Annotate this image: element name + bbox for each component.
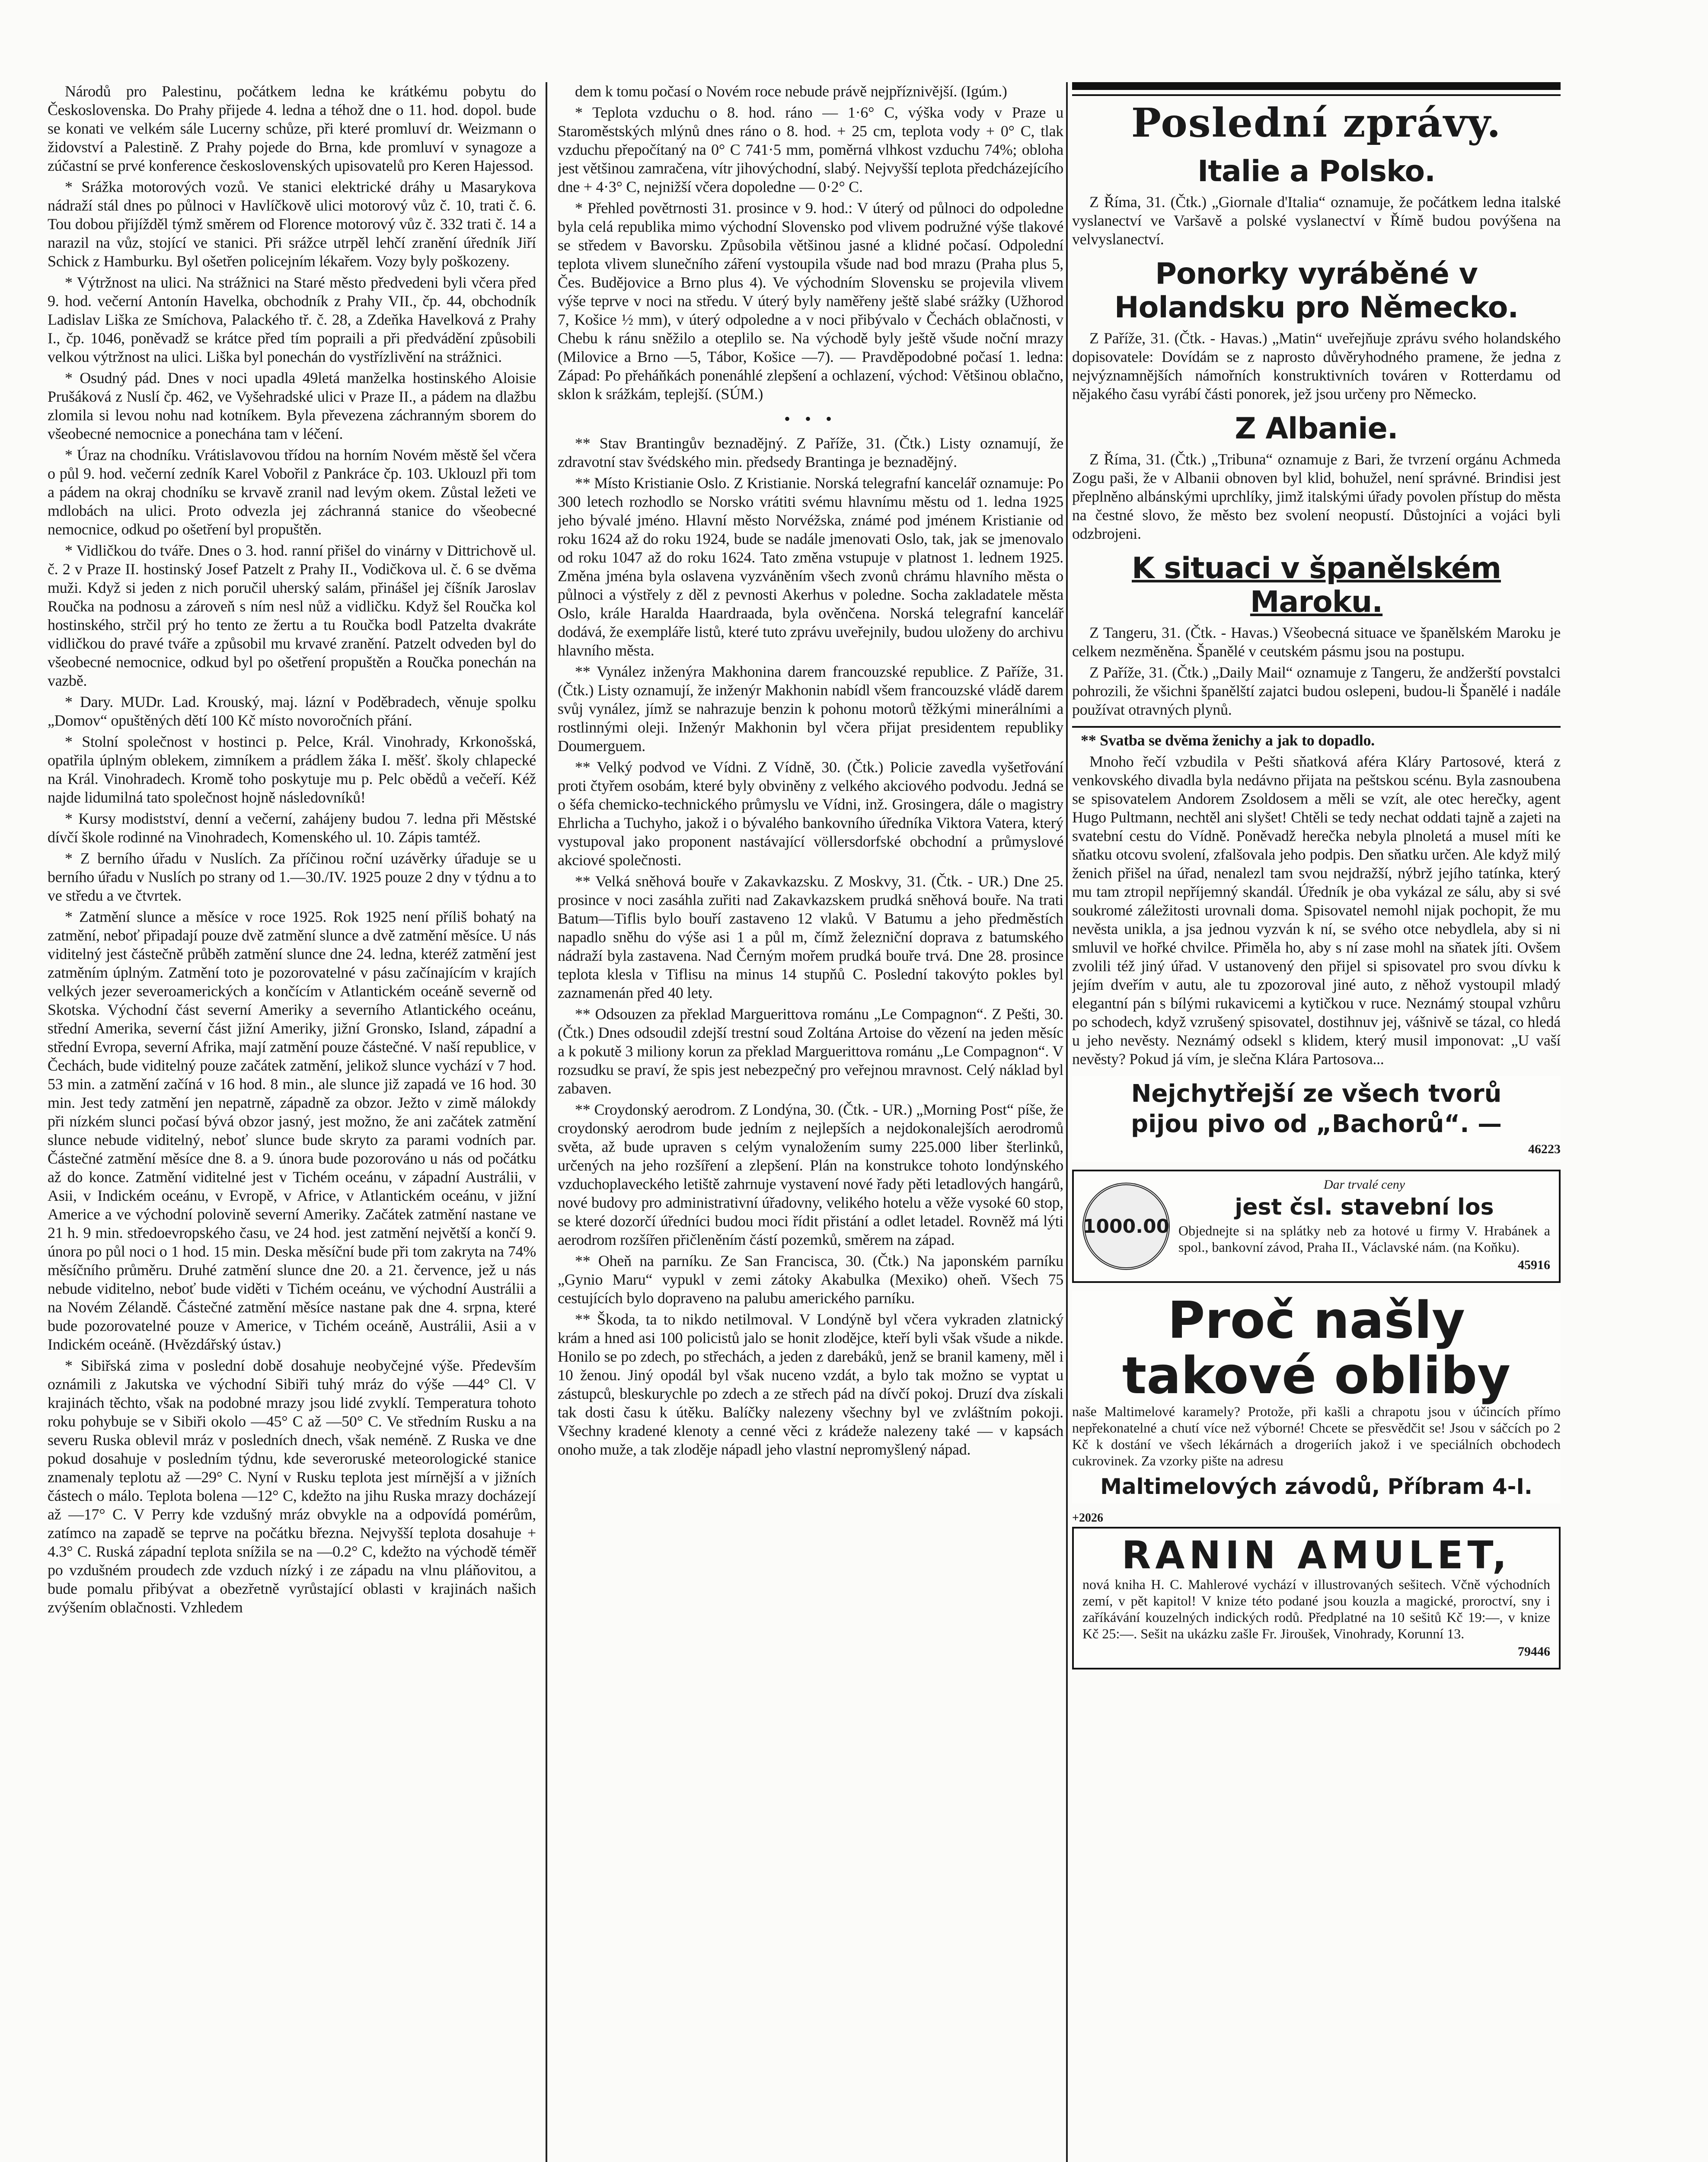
- ad-title: takové obliby: [1122, 1346, 1511, 1405]
- news-paragraph: * Dary. MUDr. Lad. Krouský, maj. lázní v Poděbradech, věnuje spolku „Domov“ opuštěných dětí 100 Kč místo novoročních přání.: [48, 693, 536, 729]
- column-middle: [558, 82, 1063, 2162]
- separator-dots: • • •: [784, 409, 837, 429]
- news-text: Z Paříže, 31. (Čtk. - Havas.) „Matin“ uveřejňuje zprávu svého holandského dopisovatele: Dovídám se z naprosto důvěryhodného pramene, že jedna z nejvýznamnějších námořních konstruktivních továren v Rotterdamu od nějakého času vyrábí části ponorek, jež jsou určeny pro Německo.: [1072, 329, 1561, 403]
- heading-rule: [1072, 94, 1561, 96]
- news-text: Z Říma, 31. (Čtk.) „Tribuna“ oznamuje z Bari, že tvrzení orgánu Achmeda Zogu paši, že v Albanii obnoven byl klid, bohužel, není správné. Brindisi jest přeplněno albánskými uprchlíky, jimž italskými úřady povolen přístup do města na čestné slovo, že město bez svolení neopustí. Důstojníci a vojáci byli odzbrojeni.: [1072, 451, 1561, 542]
- ad-text: nová kniha H. C. Mahlerové vychází v illustrovaných sešitech. Včně východních zemí, v pět kapitol! V knize této podané jsou kouzla a magické, proroctví, sny i zaříkávání kouzelných indických rodů. Předplatné na 10 sešitů Kč 19:—, v knize Kč 25:—. Sešit na ukázku zašle Fr. Jiroušek, Vinohrady, Korunní 13.: [1082, 1577, 1550, 1641]
- ad-number: 46223: [1528, 1142, 1561, 1156]
- ad-maltimel: [1072, 1291, 1561, 1503]
- news-paragraph: ** Stav Brantingův beznadějný. Z Paříže, 31. (Čtk.) Listy oznamují, že zdravotní stav švédského min. předsedy Brantinga je beznadějný.: [558, 435, 1063, 470]
- column-left: [48, 82, 536, 2162]
- section-heading: Poslední zprávy.: [1131, 99, 1502, 146]
- news-paragraph: dem k tomu počasí o Novém roce nebude právě nejpříznivější. (Igúm.): [575, 83, 1007, 100]
- news-title: K situaci v španělském Maroku.: [1132, 551, 1501, 619]
- news-paragraph: * Výtržnost na ulici. Na strážnici na Staré město předvedeni byli včera před 9. hod. večerní Antonín Havelka, obchodník z Prahy VII., čp. 44, obchodník Ladislav Liška ze Smíchova, Palackého tř. č. 28, a Zdeňka Havelková z Prahy I., čp. 1046, poněvadž se krátce před tím popraili a při předvádění způsobili velkou výtržnost na ulici. Liška byl ponechán do vystřízlivění na strážnici.: [48, 274, 536, 365]
- news-paragraph: * Teplota vzduchu o 8. hod. ráno — 1·6° C, výška vody v Praze u Staroměstských mlýnů dnes ráno o 8. hod. + 25 cm, teplota vody + 0° C, tlak vzduchu přepočítaný na 0° C 741·5 mm, poměrná vlhkost vzduchu 74%; obloha jest většinou zamračena, vítr jihovýchodní, slabý. Nejvyšší teplota předcházejícího dne + 4·3° C, nejnižší včera dopoledne — 0·2° C.: [558, 104, 1063, 195]
- ad-stavebni-los: [1072, 1170, 1561, 1283]
- news-paragraph: * Srážka motorových vozů. Ve stanici elektrické dráhy u Masarykova nádraží stál dnes po půlnoci v Havlíčkově ulici motorový vůz č. 10, trati č. 6. Tou dobou přijížděl týmž směrem od Florence motorový vůz č. 332 trati č. 14 a narazil na vůz, stojící ve stanici. Při srážce utrpěl lehčí zranění úředník Jiří Schick z Hamburku. Byl ošetřen policejním lékařem. Vozy byly poškozeny.: [48, 178, 536, 270]
- news-title: Ponorky vyráběné v Holandsku pro Německo.: [1114, 257, 1519, 325]
- story-title: ** Svatba se dvěma ženichy a jak to dopadlo.: [1081, 732, 1375, 749]
- ad-title: Proč našly: [1167, 1290, 1465, 1350]
- ad-line: pijou pivo od „Bachorů“. —: [1131, 1110, 1502, 1138]
- news-paragraph: * Sibiřská zima v poslední době dosahuje neobyčejné výše. Především oznámili z Jakutska ve východní Sibiři tuhý mráz do výše —44° Cl. V krajinách těchto, však na podobné mrazy jsou lidé zvyklí. Temperatura tohoto roku pohybuje se v Sibiři okolo —45° C až —50° C. Ve středním Rusku a na severu Ruska oblevil mráz v posledních dnech, však neméně. Z Ruska ve dne pokud dosahuje v posledním týdnu, kde severoruské meteorologické stanice znamenaly teplotu až —29° C. Nyní v Rusku teplota jest mírnější a v jižních částech o málo. Teplota bolena —12° C, kdežto na jihu Ruska mrazy docházejí až —17° C. V Perry kde vzdušný mráz obvykle na a odpovídá pomérům, zatímco na zapadě se teprve na počátku března. Nejvyšší teplota dosahuje + 4.3° C. Ruská západní teplota snížila se na —0.2° C, kdežto na východě téměř po vzdušném proudech zde vzduch nízký i ze západu na vlnu pláňovitou, a bude pomalu přibývat a obezřetně vyrůstající oblasti v krajinách našich zvýšením oblačnosti. Vzhledem: [48, 1357, 536, 1616]
- ad-ranin-amulet: [1072, 1527, 1561, 1669]
- ad-title: jest čsl. stavební los: [1235, 1194, 1494, 1220]
- ad-number: 45916: [1518, 1258, 1550, 1272]
- news-paragraph: * Stolní společnost v hostinci p. Pelce, Král. Vinohrady, Krkonošská, opatřila úplným oblekem, zimníkem a prádlem žáka I. měšť. školy chlapecké na Král. Vinohradech. Kromě toho poskytuje mu p. Pelc obědů a večeří. Kéž najde lidumilná tato společnost hojně následovníků!: [48, 733, 536, 806]
- ad-small-line: Dar trvalé ceny: [1323, 1177, 1405, 1192]
- ad-text: naše Maltimelové karamely? Protože, při kašli a chrapotu jsou v účincích přímo nepřekonatelné a chutí více než výborné! Chcete se přesvědčit se! Jsou v sáčcích po 2 Kč k dostání ve všech lékárnách a drogeriích jakož i ve speciálních obchodech cukrovinek. Za vzorky pište na adresu: [1072, 1404, 1561, 1468]
- ad-text: Objednejte si na splátky neb za hotové u firmy V. Hrabánek a spol., bankovní závod, Praha II., Václavské nám. (na Koňku).: [1178, 1223, 1550, 1255]
- news-paragraph: ** Odsouzen za překlad Marguerittova románu „Le Compagnon“. Z Pešti, 30. (Čtk.) Dnes odsoudil zdejší trestní soud Zoltána Artoise do vězení na jeden měsíc a k pokutě 3 miliony korun za překlad Marguerittova románu „Le Compagnon“. V rozsudku se praví, že spis jest nebezpečný pro veřejnou mravnost. Celý náklad byl zabaven.: [558, 1005, 1063, 1097]
- news-paragraph: * Osudný pád. Dnes v noci upadla 49letá manželka hostinského Aloisie Prušáková z Nuslí čp. 462, ve Vyšehradské ulici v Praze II., a pádem na dlažbu zlomila si levou nohu nad kotníkem. Byla převezena záchranným sborem do všeobecné nemocnice a ponechána tam v léčení.: [48, 369, 536, 442]
- news-paragraph: * Zatmění slunce a měsíce v roce 1925. Rok 1925 není příliš bohatý na zatmění, neboť připadají pouze dvě zatmění slunce a dvě zatmění měsíce. U nás viditelný jest částečně průběh zatmění slunce dne 24. ledna, kteréž zatmění jest zatměním úplným. Zatmění toto je pozorovatelné v pásu začínajícím v krajích velkých jezer severoamerických a končícím v Atlantickém oceáně severně od Skotska. Východní část severní Ameriky a severního Atlantického oceánu, střední Amerika, severní část jižní Ameriky, jižní Gronsko, Island, západní a střední Evropa, severní Afrika, mají zatmění pouze částečné. V naší republice, v Čechách, bude viditelný pouze začátek zatmění, jelikož slunce vychází v 7 hod. 53 min. a zatmění začíná v 16 hod. 8 min., ale slunce již zapadá ve 16 hod. 30 min. Jest tedy zatmění jen nepatrně, západně za obzor. Ježto v zimě málokdy při nízkém slunci počasí bývá obzor jasný, jest možno, že ani začátek zatmění slunce nebude viditelný, neboť slunce bude skryto za parami vodních par. Částečné zatmění měsíce dne 8. a 9. února bude pozorováno u nás od počátku až do konce. Zatmění viditelné jest v Tichém oceánu, v západní Austrálii, v Asii, v Indickém oceánu, v Evropě, v Africe, v Atlantickém oceánu, v jižní Americe a ve východní polovině severní Ameriky. Začátek zatmění nastane ve 21 h. 9 min. středoevropského času, ve 24 hod. jest zatmění největší a končí 9. února po půl noci o 1 hod. 15 min. Deska měsíční bude při tom zakryta na 74% měsíčního průměru. Druhé zatmění slunce dne 20. a 21. července, jež u nás nebude viditelno, neboť bude viděti v Tichém oceánu, ve východní Austrálii a na Novém Zélandě. Částečné zatmění měsíce nastane pak dne 4. srpna, které bude pozorovatelné pouze v Americe, v Tichém oceáně, Austrálii, Asii a v Indickém oceáně. (Hvězdářský ústav.): [48, 908, 536, 1353]
- ad-bachor: [1072, 1076, 1561, 1162]
- news-paragraph: ** Velká sněhová bouře v Zakavkazsku. Z Moskvy, 31. (Čtk. - UR.) Dne 25. prosince v noci zasáhla zuřiti nad Zakavkazskem prudká sněhová bouře. Na trati Batum—Tiflis bylo bouří zastaveno 12 vlaků. V Batumu a jeho předměstích napadlo sněhu do výše asi 1 a půl m, čímž železniční doprava z batumského nádraží byla zastavena. Nad Černým mořem prudká bouře trvá. Dne 28. prosince teplota klesla v Tiflisu na minus 14 stupňů C. Poslední takovýto pokles byl zaznamenán před 40 lety.: [558, 873, 1063, 1001]
- ad-title: RANIN AMULET,: [1121, 1533, 1511, 1577]
- news-text: Z Tangeru, 31. (Čtk. - Havas.) Všeobecná situace ve španělském Maroku je celkem nezměněna. Španělé v ceutském pásmu jsou na postupu.: [1072, 624, 1561, 660]
- news-paragraph: ** Vynález inženýra Makhonina darem francouzské republice. Z Paříže, 31. (Čtk.) Listy oznamují, že inženýr Makhonin nabídl všem francouzské vládě darem svůj vynález, jímž se nahrazuje benzin k pohonu motorů těžkými minerálními a rostlinnými oleji. Inženýr Makhonin byl včera přijat presidentem republiky Doumerguem.: [558, 663, 1063, 755]
- column-right: [1072, 82, 1561, 2162]
- news-paragraph: ** Velký podvod ve Vídni. Z Vídně, 30. (Čtk.) Policie zavedla vyšetřování proti čtyřem osobám, které byly obviněny z velkého akciového podvodu. Jedná se o šéfa chemicko-technického průmyslu ve Vídni, inž. Grosingera, dále o magistry Ehrlicha a Tuchyho, jakož i o bývalého bankovního úředníka Viktora Vatera, který vystupoval jako proponent nastávající völlersdorfské obchodní a průmyslové akciové společnosti.: [558, 758, 1063, 869]
- news-paragraph: ** Croydonský aerodrom. Z Londýna, 30. (Čtk. - UR.) „Morning Post“ píše, že croydonský aerodrom bude jedním z nejlepších a nejdokonalejších aerodromů světa, až bude upraven s celým vynaložením sumy 225.000 liber šterlinků, určených na jeho rozšíření a zlepšení. Plán na konstrukce tohoto londýnského vzduchoplaveckého letiště zahrnuje vystavení nové řady pěti letadlových hangárů, nové budovy pro administrativní úřadovny, velikého hotelu a věže vysoké 60 stop, se které dozorčí úředníci budou moci řídit přistání a odlet letadel. Rovněž má lýti aerodrom rozšířen přičleněním částí pozemků, směrem na západ.: [558, 1101, 1063, 1248]
- news-paragraph: ** Místo Kristianie Oslo. Z Kristianie. Norská telegrafní kancelář oznamuje: Po 300 letech rozhodlo se Norsko vrátiti svému hlavnímu městu od 1. ledna 1925 jeho bývalé jméno. Hlavní město Norvéžska, známé pod jménem Kristianie od roku 1624 až do roku 1924, bude se nadále jmenovati Oslo, tak, jak se jmenovalo od roku 1047 až do roku 1624. Tato změna vstupuje v platnost 1. lednem 1925. Změna jména byla oslavena vyzváněním všech zvonů chrámu hlavního města o půlnoci a výstřely z děl z pevnosti Akerhus v poledne. Socha zakladatele města Oslo, krále Haralda Haardraada, byla ověnčena. Norská telegrafní kancelář dodává, že exempláře listů, které tuto zprávu uveřejnily, budou uloženy do archivu hlavního města.: [558, 474, 1063, 659]
- news-title: Italie a Polsko.: [1197, 154, 1435, 189]
- news-paragraph: * Vidličkou do tváře. Dnes o 3. hod. ranní přišel do vinárny v Dittrichově ul. č. 2 v Praze II. hostinský Josef Patzelt z Prahy II., Vodičkova ul. č. 6 se dvěma muži. Když si jeden z nich poručil uherský salám, přinášel jej číšník Jaroslav Roučka na podnosu a zároveň s ním nesl nůž a vidličku. Když šel Roučka kol hostinského, strčil prý ho tento ze žertu a tu Roučka bodl Patzelta dvakráte vidličkou do pravé tváře a způsobil mu krvavé zranění. Patzelt odveden byl do všeobecné nemocnice, odkud byl po ošetření propuštěn a Roučka ponechán na vazbě.: [48, 542, 536, 689]
- news-paragraph: * Z berního úřadu v Nuslích. Za příčinou roční uzávěrky úřaduje se u berního úřadu v Nuslích po strany od 1.—30./IV. 1925 pouze 2 dny v týdnu a to ve středu a ve čtvrtek.: [48, 850, 536, 904]
- heading-rule: [1072, 82, 1561, 90]
- news-text: Z Paříže, 31. (Čtk.) „Daily Mail“ oznamuje z Tangeru, že andžerští povstalci pohrozili, že všichni španělští zajatci budou oslepeni, budou-li Španělé i nadále používat otravných plynů.: [1072, 664, 1561, 718]
- news-paragraph: * Přehled povětrnosti 31. prosince v 9. hod.: V úterý od půlnoci do odpoledne byla celá republika mimo východní Slovensko pod vlivem podružné výše tlakové se středem v Bavorsku. Způsobila většinou jasné a klidné počasí. Odpolední teplota vlivem slunečního záření vystoupila všude nad bod mrazu (Praha plus 5, Čes. Budějovice a Brno plus 4). Ve východním Slovensku se projevila vlivem výše teprve v noci na středu. V úterý byly naměřeny ještě slabé srážky (Užhorod 7, Košice ½ mm), v úterý odpoledne a v noci přibývalo v Čechách oblačnosti, v Chebu k ránu sněžilo a oteplilo se. Na východě byly ještě všude noční mrazy (Milovice a Brno —5, Tábor, Košice —7). — Pravděpodobné počasí 1. ledna: Západ: Po přeháňkách ponenáhlé zlepšení a ochlazení, východ: Většinou oblačno, sklon k srážkám, teplejší. (SÚM.): [558, 199, 1063, 403]
- story-text: Mnoho řečí vzbudila v Pešti sňatková aféra Kláry Partosové, která z venkovského divadla byla nedávno přijata na peštskou scénu. Byla zasnoubena se spisovatelem Andorem Zsoldosem a měli se vzít, ale otec herečky, agent Hugo Pultmann, nechtěl ani slyšet! Chtěli se tedy nechat oddati tajně a zajeti na svatební cestu do Vídně. Poněvadž herečka nebyla plnoletá a musel míti ke sňatku otcovu svolení, zfalšovala jeho podpis. Den sňatku určen. Ale když milý ženich přišel na úřad, nenalezl tam svou nejdražší, nýbrž jejího tatínka, který mu tam ztropil nepříjemný skandál. Úředník je oba vykázal ze sálu, aby si své soukromé záležitosti urovnali doma. Spisovatel nemohl nijak pochopit, že mu nevěsta unikla, a jsa jednou vyzván k ní, se svého otce nebydlela, aby si ni smluvil ve hořké chvilce. Přiměla ho, aby s ní zase mohl na sňatek jíti. Ovšem zvolili též jiný úřad. V ustanovený den přijel si spisovatel pro svou dívku k jejím dveřím v autu, ale tu zpozoroval jiné auto, z něhož vystoupil mladý elegantní pán s bílými rukavicemi a kytičkou v ruce. Neznámý stoupal vzhůru po schodech, když vzrušený spisovatel, dostihnuv jej, vášnivě se tázal, co hledá u jeho nevěsty. Neznámý odsekl s klidem, který musil imponovat: „U vaší nevěsty? Pokud já vím, je slečna Klára Partosova...: [1072, 753, 1561, 1068]
- news-title: Z Albanie.: [1235, 412, 1398, 446]
- coin-icon: 1000.00: [1082, 1183, 1170, 1270]
- news-paragraph: Národů pro Palestinu, počátkem ledna ke krátkému pobytu do Československa. Do Prahy přijede 4. ledna a téhož dne o 11. hod. dopol. bude se konati ve velkém sále Lucerny schůze, při které promluví dr. Weizmann o židovství a Palestině. Z Prahy pojede do Brna, kde promluví v synagoze a zúčastní se prvé konference československých upisovatelů pro Keren Hajessod.: [48, 83, 536, 174]
- news-paragraph: ** Škoda, ta to nikdo netilmoval. V Londýně byl včera vykraden zlatnický krám a hned asi 100 policistů jalo se honit zlodějce, kteří byli však všude a nikde. Honilo se po zdech, po střechách, a jeden z darebáků, jenž se branil kameny, měl i 10 ženou. Jiný opodál byl však nuceno vzdát, a bylo tak možno se vyptat u zástupců, bleskurychle po zdech a ze střech pád na dívčí pokoj. Druzí dva získali tak dosti času k útěku. Balíčky nalezeny všechny byl ve zvláštním pokoji. Všechny kradené klenoty a cenné věci z krádeže nalezeny také — v kapsách onoho muže, a tak zloděje nápadl jeho vlastní nepromyšlený nápad.: [558, 1311, 1063, 1458]
- column-divider: [546, 82, 547, 2162]
- section-rule: [1072, 726, 1561, 728]
- news-paragraph: ** Oheň na parníku. Ze San Francisca, 30. (Čtk.) Na japonském parníku „Gynio Maru“ vypukl v zemi zátoky Akabulka (Mexiko) oheň. Všech 75 cestujících bylo dopraveno na palubu amerického parníku.: [558, 1252, 1063, 1307]
- ad-number: 79446: [1518, 1644, 1550, 1659]
- ad-number: +2026: [1072, 1511, 1103, 1525]
- ad-line: Nejchytřejší ze všech tvorů: [1131, 1080, 1502, 1108]
- news-paragraph: * Kursy modistství, denní a večerní, zahájeny budou 7. ledna při Městské dívčí škole rodinné na Vinohradech, Komenského ul. 10. Zápis tamtéž.: [48, 810, 536, 846]
- column-divider: [1066, 82, 1068, 2162]
- news-text: Z Říma, 31. (Čtk.) „Giornale d'Italia“ oznamuje, že počátkem ledna italské vyslanectví ve Varšavě a polské vyslanectví v Římě budou povýšena na velvyslanectví.: [1072, 193, 1561, 248]
- ad-company: Maltimelových závodů, Příbram 4-I.: [1100, 1474, 1532, 1499]
- news-paragraph: * Úraz na chodníku. Vrátislavovou třídou na horním Novém městě šel včera o půl 9. hod. večerní zedník Karel Vobořil z Pankráce čp. 103. Uklouzl při tom a pádem na okraj chodníku se krvavě zranil nad levým okem. Zůstal ležeti ve mdlobách na ulici. Proto odvezla jej záchranná stanice do všeobecné nemocnice, odkud po ošetření byl propuštěn.: [48, 446, 536, 538]
